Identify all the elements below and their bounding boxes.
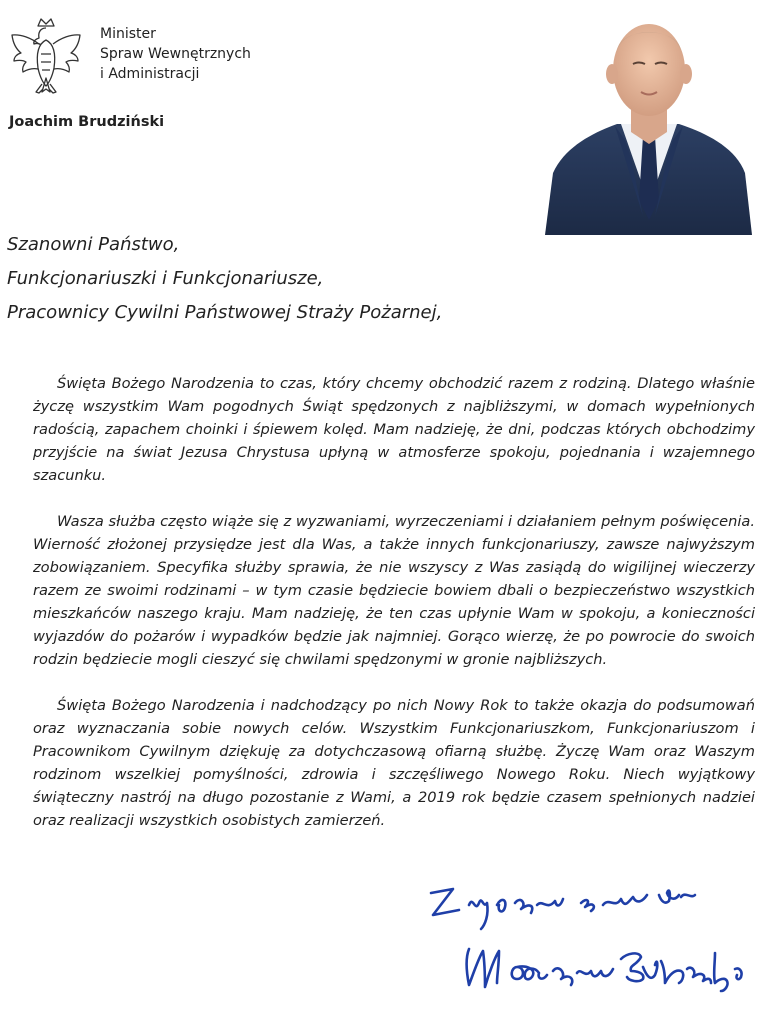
handwritten-signature bbox=[425, 875, 755, 1010]
ministry-line: Minister bbox=[100, 26, 156, 42]
letter-body bbox=[33, 372, 755, 855]
ministry-name bbox=[100, 24, 251, 84]
ministry-line: i Administracji bbox=[100, 66, 200, 82]
salutation bbox=[7, 228, 442, 330]
minister-name: Joachim Brudziński bbox=[9, 114, 165, 130]
salutation-line: Pracownicy Cywilni Państwowej Straży Pożarnej, bbox=[7, 302, 443, 323]
letter-paragraph: Święta Bożego Narodzenia i nadchodzący po nich Nowy Rok to także okazja do podsumowań oraz wyznaczania sobie nowych celów. Wszystkim Funkcjonariuszkom, Funkcjonariuszom i Pracownikom Cywilnym dziękuję za dotychczasową ofiarną służbę. Życzę Wam oraz Waszym rodzinom wszelkiej pomyślności, zdrowia i szczęśliwego Nowego Roku. Niech wyjątkowy świąteczny nastrój na długo pozostanie z Wami, a 2019 rok będzie czasem spełnionych nadziei oraz realizacji wszystkich osobistych zamierzeń. bbox=[33, 697, 755, 829]
letter-paragraph: Wasza służba często wiąże się z wyzwaniami, wyrzeczeniami i działaniem pełnym poświęcenia. Wierność złożonej przysiędze jest dla Was, a także innych funkcjonariuszy, zawsze najwyższym zobowiązaniem. Specyfika służby sprawia, że nie wszyscy z Was zasiądą do wigilijnej wieczerzy razem ze swoimi rodzinami – w tym czasie będziecie bowiem dbali o bezpieczeństwo wszystkich mieszkańców naszego kraju. Mam nadzieję, że ten czas upłynie Wam w spokoju, a konieczności wyjazdów do pożarów i wypadków będzie jak najmniej. Gorąco wierzę, że po powrocie do swoich rodzin będziecie mogli cieszyć się chwilami spędzonymi w gronie najbliższych. bbox=[33, 513, 755, 668]
salutation-line: Funkcjonariuszki i Funkcjonariusze, bbox=[7, 268, 324, 289]
salutation-line: Szanowni Państwo, bbox=[7, 234, 180, 255]
white-eagle-emblem-icon bbox=[6, 12, 86, 102]
minister-portrait-photo bbox=[545, 8, 752, 235]
letter-paragraph: Święta Bożego Narodzenia to czas, który chcemy obchodzić razem z rodziną. Dlatego właśnie życzę wszystkim Wam pogodnych Świąt spędzonych z najbliższymi, w domach wypełnionych radością, zapachem choinki i śpiewem kolęd. Mam nadzieję, że dni, podczas których obchodzimy przyjście na świat Jezusa Chrystusa upłyną w atmosferze spokoju, pojednania i wzajemnego szacunku. bbox=[33, 375, 755, 484]
ministry-line: Spraw Wewnętrznych bbox=[100, 46, 251, 62]
